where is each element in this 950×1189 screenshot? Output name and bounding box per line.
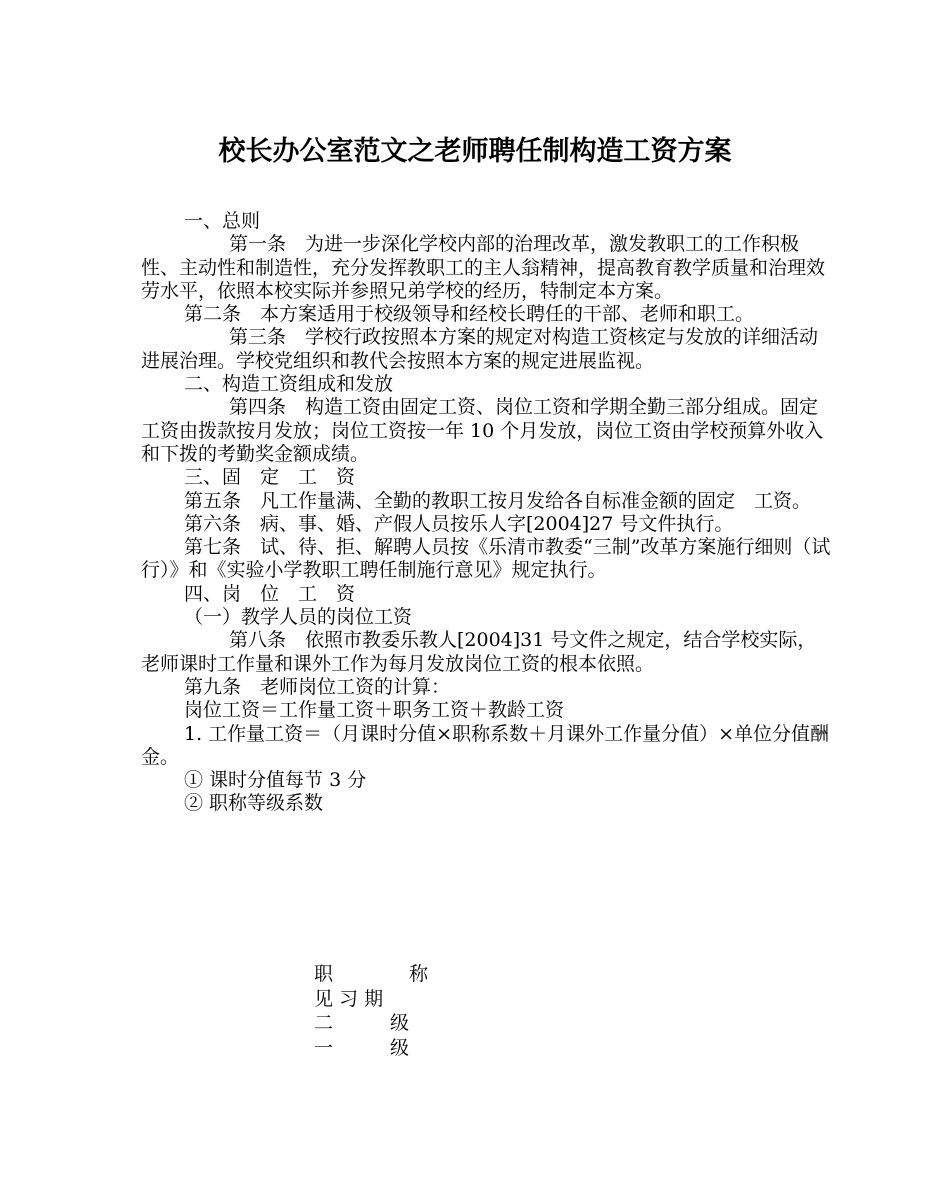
item-class-hour-points: ① 课时分值每节 3 分 <box>184 769 367 792</box>
article-7: 第七条 试、待、拒、解聘人员按《乐清市教委“三制”改革方案施行细则（试行）》和《实验小学教职工聘任制施行意见》规定执行。 <box>141 536 831 582</box>
document-title: 校长办公室范文之老师聘任制构造工资方案 <box>218 136 732 167</box>
article-5: 第五条 凡工作量满、全勤的教职工按月发给各自标准金额的固定 工资。 <box>184 489 812 512</box>
article-8: 第八条 依照市教委乐教人[2004]31 号文件之规定，结合学校实际，老师课时工作量和课外工作为每月发放岗位工资的根本依照。 <box>141 629 817 675</box>
section-heading-general: 一、总则 <box>184 210 261 232</box>
table-row-grade-2: 二 级 <box>314 1012 410 1034</box>
subsection-heading-teaching-staff: （一）教学人员的岗位工资 <box>184 606 413 629</box>
article-4: 第四条 构造工资由固定工资、岗位工资和学期全勤三部分组成。固定工资由拨款按月发放；岗位工资按一年 10 个月发放，岗位工资由学校预算外收入和下拨的考勤奖金额成绩。 <box>141 396 824 465</box>
section-heading-post-wage: 四、岗 位 工 资 <box>184 582 356 605</box>
formula-workload-wage: 1. 工作量工资＝（月课时分值×职称系数＋月课外工作量分值）×单位分值酬金。 <box>141 722 830 768</box>
article-3: 第三条 学校行政按照本方案的规定对构造工资核定与发放的详细活动进展治理。学校党组织和教代会按照本方案的规定进展监视。 <box>141 326 819 372</box>
article-2: 第二条 本方案适用于校级领导和经校长聘任的干部、老师和职工。 <box>184 303 755 326</box>
article-1: 第一条 为进一步深化学校内部的治理改革，激发教职工的工作积极性、主动性和制造性，充分发挥教职工的主人翁精神，提高教育教学质量和治理效劳水平，依照本校实际并参照兄弟学校的经历，特制定本方案。 <box>141 233 826 302</box>
formula-post-wage: 岗位工资＝工作量工资＋职务工资＋教龄工资 <box>184 699 565 722</box>
section-heading-fixed-wage: 三、固 定 工 资 <box>184 466 356 489</box>
table-header-title: 职 称 <box>314 963 429 985</box>
article-9: 第九条 老师岗位工资的计算： <box>184 675 451 698</box>
article-6: 第六条 病、事、婚、产假人员按乐人字[2004]27 号文件执行。 <box>184 512 734 535</box>
item-title-coefficient: ② 职称等级系数 <box>184 792 324 815</box>
title-grade-table <box>314 962 428 1060</box>
document-body <box>141 210 831 816</box>
section-heading-structure: 二、构造工资组成和发放 <box>184 373 394 396</box>
table-row-grade-1: 一 级 <box>314 1036 410 1059</box>
table-row-probation: 见 习 期 <box>314 987 384 1010</box>
